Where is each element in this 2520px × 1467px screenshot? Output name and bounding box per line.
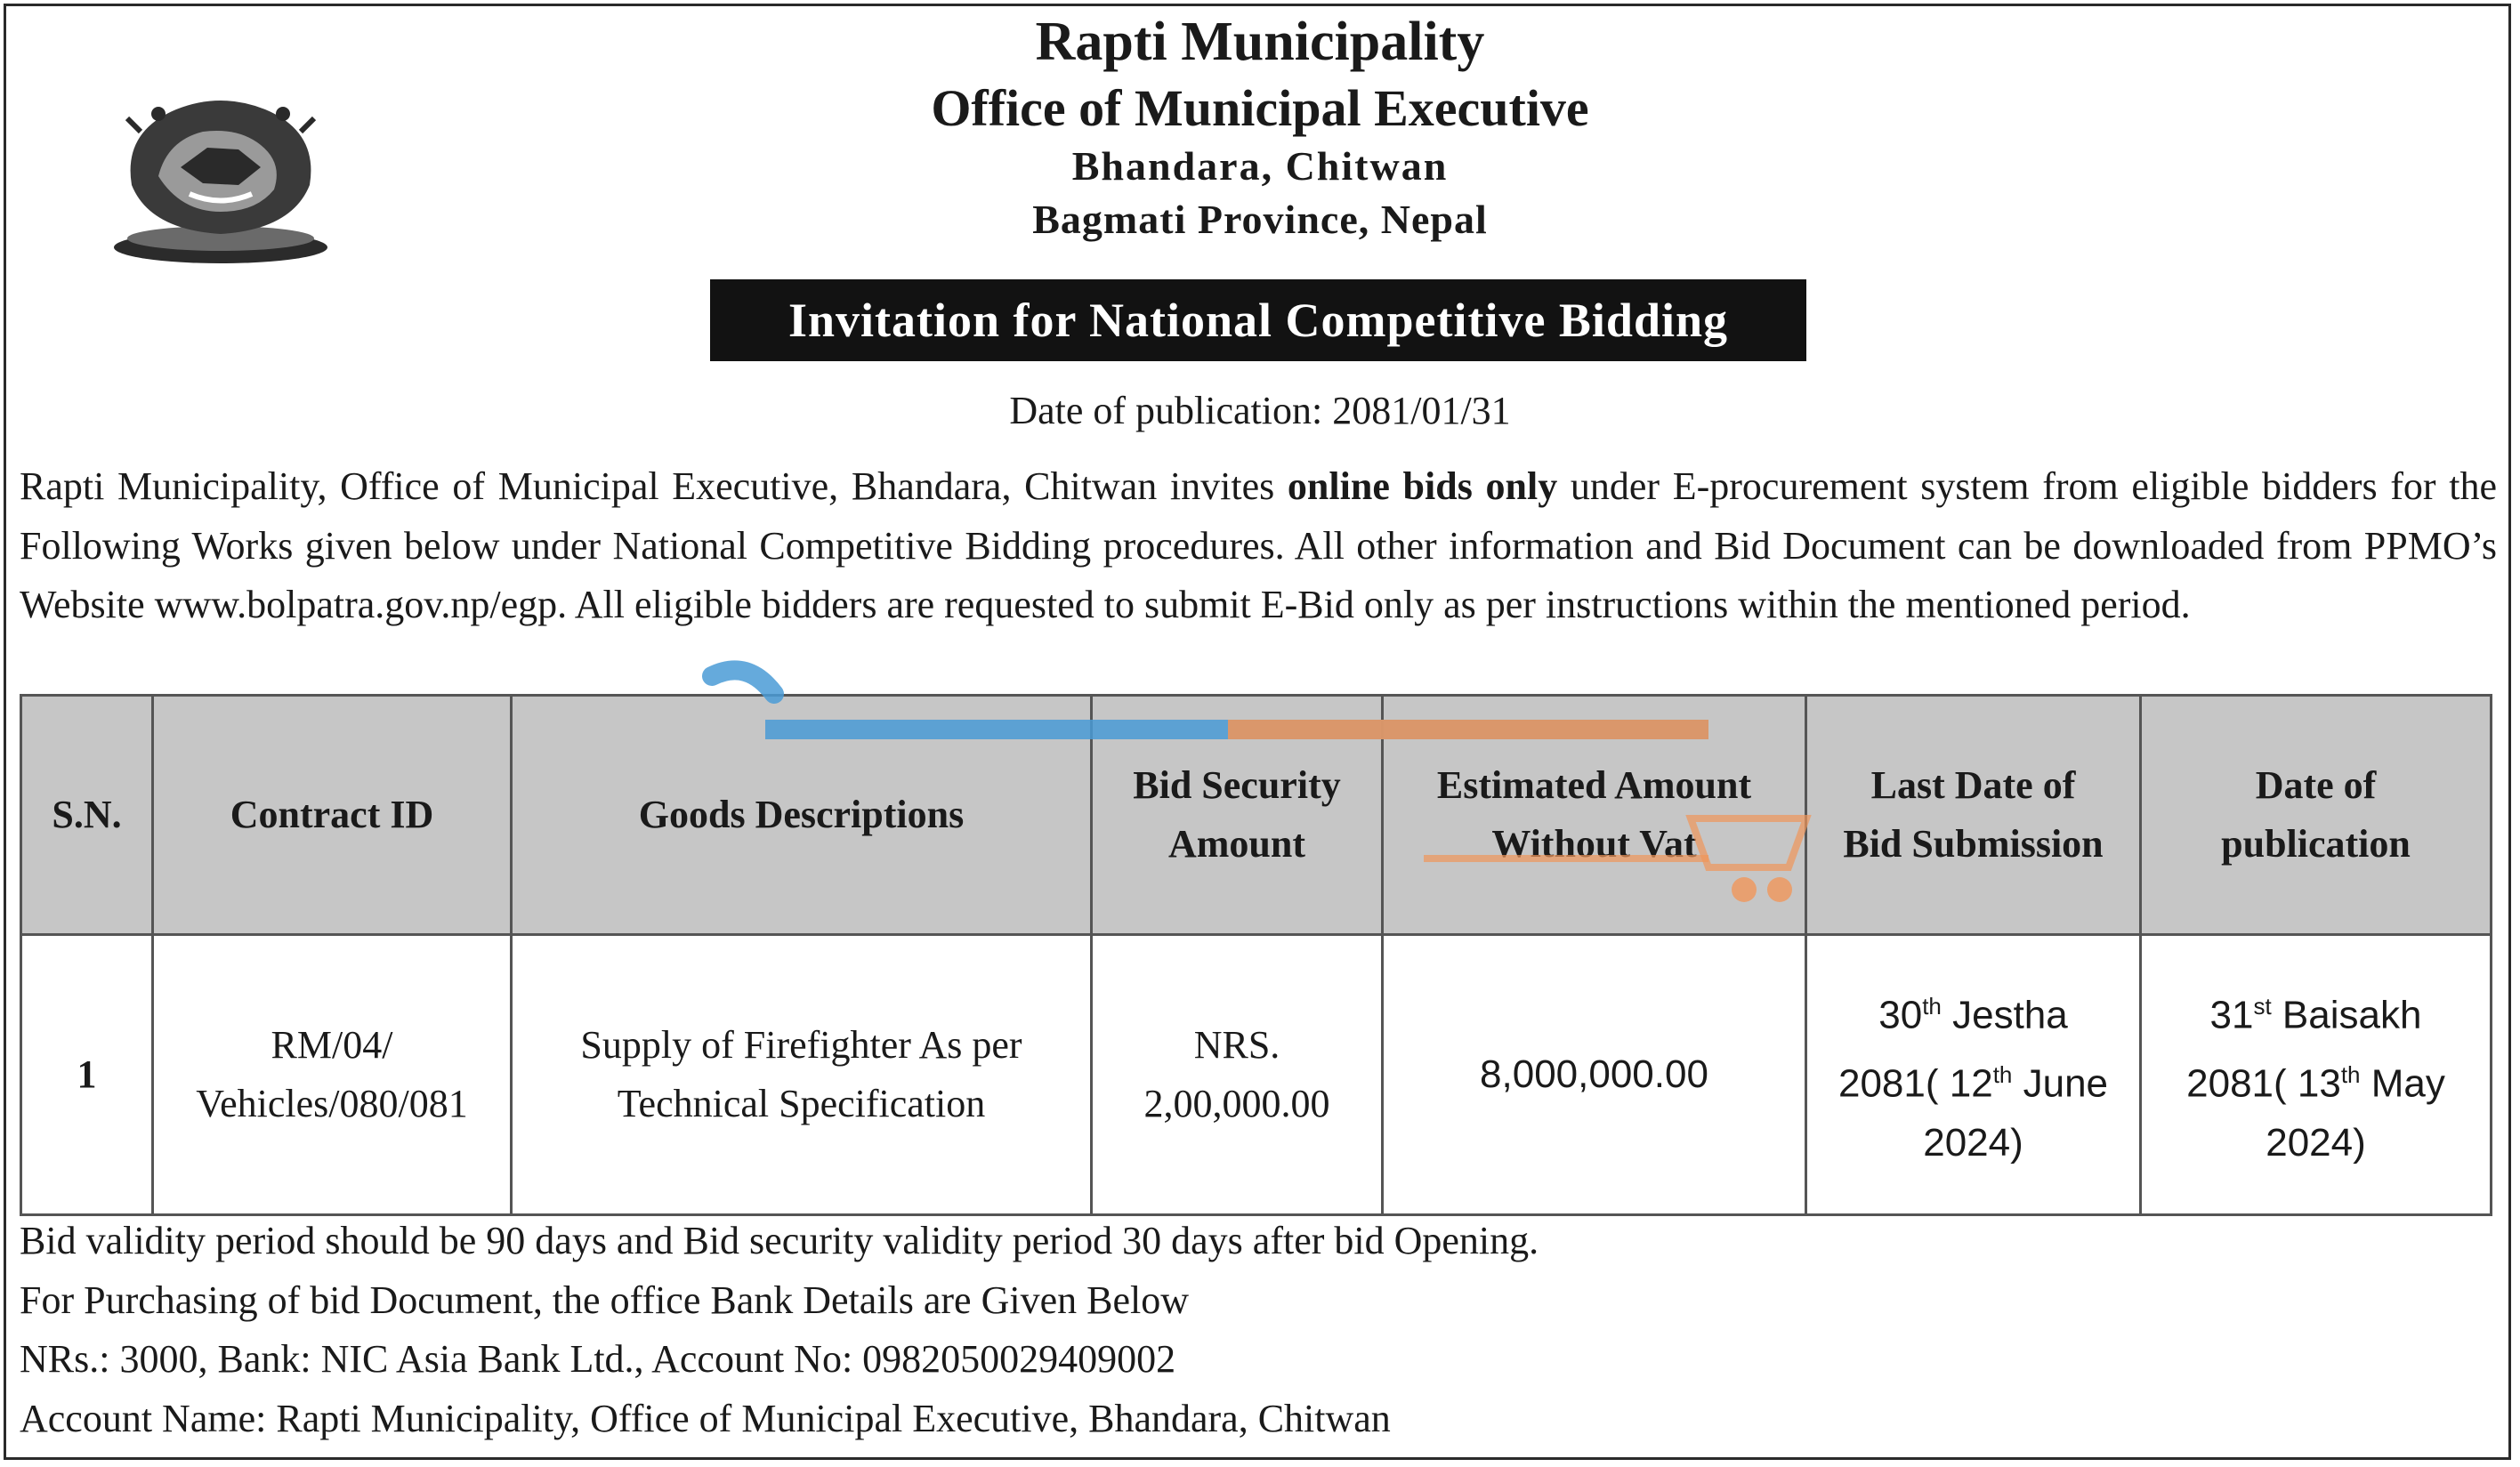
cell-goods: [512, 935, 1092, 1215]
pub-day-suffix: st: [2253, 993, 2272, 1020]
contract-id-line2: Vehicles/080/081: [196, 1082, 468, 1125]
pub-day: 31: [2209, 994, 2254, 1037]
intro-text-2: under E-procurement system from eligible bidders for the Following Works given below under National Competitive Bidding procedures. All other information and Bid Document can be downloaded from PPMO’s Website www.bolpatra.gov.np/egp. All eligible bidders are requested to submit E-Bid only as per instructions within the mentioned period.: [20, 464, 2498, 626]
footer-validity: Bid validity period should be 90 days and Bid security validity period 30 days after bid Opening.: [20, 1219, 1539, 1262]
goods-line2: Technical Specification: [617, 1082, 986, 1125]
last-year: 2081( 12: [1838, 1061, 1993, 1106]
header-estimated-line1: Estimated Amount: [1436, 763, 1752, 807]
header-contract-id: Contract ID: [153, 696, 512, 935]
pub-month: Baisakh: [2271, 994, 2422, 1037]
last-day-suffix: th: [1922, 993, 1942, 1020]
pub-year: 2081( 13: [2186, 1061, 2341, 1106]
header-bid-security: [1092, 696, 1383, 935]
cell-publication-date: [2141, 935, 2492, 1215]
table-row: [21, 935, 2492, 1215]
header-last-date-line2: Bid Submission: [1843, 822, 2104, 866]
cell-last-date: [1806, 935, 2141, 1215]
pub-year-end: 2024): [2266, 1120, 2366, 1165]
bids-table: [20, 694, 2492, 1216]
header-estimated-line2: Without Vat: [1491, 822, 1697, 866]
cell-sn: 1: [21, 935, 153, 1215]
cell-bid-security: [1092, 935, 1383, 1215]
cell-estimated-amount: 8,000,000.00: [1383, 935, 1806, 1215]
footer-account-name: Account Name: Rapti Municipality, Office of Municipal Executive, Bhandara, Chitwan: [20, 1396, 1391, 1440]
header-last-date: [1806, 696, 2141, 935]
header-bid-security-line2: Amount: [1167, 822, 1306, 866]
header-estimated-amount: [1383, 696, 1806, 935]
security-line2: 2,00,000.00: [1143, 1082, 1330, 1125]
footer-bank: NRs.: 3000, Bank: NIC Asia Bank Ltd., Account No: 0982050029409002: [20, 1337, 1176, 1381]
header-bid-security-line1: Bid Security: [1133, 763, 1341, 807]
goods-line1: Supply of Firefighter As per: [580, 1023, 1022, 1067]
header-sn: S.N.: [21, 696, 153, 935]
org-name: Rapti Municipality: [1035, 12, 1485, 72]
header-pub-line2: publication: [2221, 822, 2411, 866]
security-line1: NRS.: [1193, 1023, 1280, 1067]
last-year-suffix: th: [1992, 1061, 2013, 1088]
publication-date: Date of publication: 2081/01/31: [1009, 389, 1511, 432]
intro-emphasis: online bids only: [1287, 464, 1558, 508]
office-province: Bagmati Province, Nepal: [1032, 197, 1488, 242]
footer-notes: [20, 1212, 1539, 1448]
notice-title-banner: Invitation for National Competitive Bidding: [710, 279, 1806, 361]
office-city: Bhandara, Chitwan: [1071, 143, 1449, 189]
intro-text-1: Rapti Municipality, Office of Municipal Executive, Bhandara, Chitwan invites: [20, 464, 1288, 508]
cell-contract-id: [153, 935, 512, 1215]
header-last-date-line1: Last Date of: [1870, 763, 2076, 807]
contract-id-line1: RM/04/: [271, 1023, 393, 1067]
nepal-emblem-icon: [105, 78, 336, 270]
last-day: 30: [1878, 994, 1923, 1037]
header-publication-date: [2141, 696, 2492, 935]
pub-year-tail: May: [2360, 1061, 2445, 1106]
office-name: Office of Municipal Executive: [931, 79, 1589, 137]
intro-paragraph: [20, 457, 2497, 635]
table-header-row: [21, 696, 2492, 935]
header-goods: Goods Descriptions: [512, 696, 1092, 935]
last-year-tail: June: [2012, 1061, 2109, 1106]
header-pub-line1: Date of: [2255, 763, 2377, 807]
last-month: Jestha: [1941, 994, 2068, 1037]
pub-year-suffix: th: [2340, 1061, 2361, 1088]
last-year-end: 2024): [1923, 1120, 2023, 1165]
footer-purchase: For Purchasing of bid Document, the office Bank Details are Given Below: [20, 1278, 1189, 1322]
